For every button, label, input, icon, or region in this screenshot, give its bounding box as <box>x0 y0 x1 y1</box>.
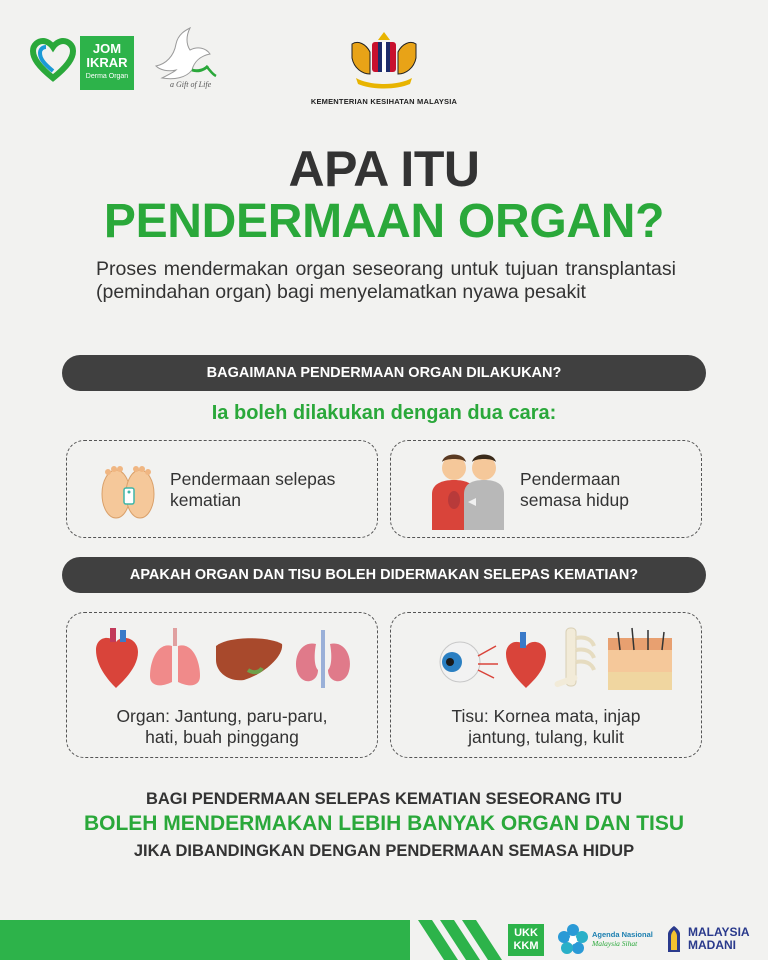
organs-illustration <box>88 626 358 692</box>
heart-valve-icon <box>506 632 546 688</box>
tissue-label-line2: jantung, tulang, kulit <box>468 727 624 747</box>
madani-hand-icon <box>664 924 684 954</box>
skin-icon <box>608 628 672 690</box>
organ-label-line2: hati, buah pinggang <box>145 727 299 747</box>
agenda-nasional-logo <box>592 930 653 948</box>
agenda-nasional-text: Agenda Nasional <box>592 930 653 939</box>
heart-icon <box>96 628 138 688</box>
derma-organ-text: Derma Organ <box>85 73 129 80</box>
jom-text: JOM <box>92 41 122 56</box>
living-donation-label-line2: semasa hidup <box>520 490 629 510</box>
living-donors-icon <box>424 450 512 530</box>
liver-icon <box>216 638 282 680</box>
madani-text: MADANI <box>688 938 736 952</box>
malaysia-coat-of-arms-icon <box>344 30 424 92</box>
agenda-flower-icon <box>556 922 590 956</box>
tissue-label-line1: Tisu: Kornea mata, injap <box>451 706 641 726</box>
page-title-line1: APA ITU <box>288 141 480 197</box>
deceased-donation-label <box>170 469 335 511</box>
deceased-donation-label-line2: kematian <box>170 490 242 510</box>
organ-label-line1: Organ: Jantung, paru-paru, <box>116 706 328 726</box>
ikrar-text: IKRAR <box>86 55 128 70</box>
conclusion-line2: BOLEH MENDERMAKAN LEBIH BANYAK ORGAN DAN TISU <box>83 812 685 835</box>
section1-subtitle: Ia boleh dilakukan dengan dua cara: <box>211 402 557 424</box>
gift-of-life-text: a Gift of Life <box>170 80 212 89</box>
deceased-donation-label-line1: Pendermaan selepas <box>170 469 336 489</box>
feet-with-tag-icon <box>96 458 160 520</box>
bones-icon <box>554 628 594 688</box>
conclusion-line3: JIKA DIBANDINGKAN DENGAN PENDERMAAN SEMASA HIDUP <box>133 842 635 860</box>
tissues-illustration <box>436 624 680 694</box>
kidneys-icon <box>296 630 350 688</box>
section2-heading: APAKAH ORGAN DAN TISU BOLEH DIDERMAKAN SELEPAS KEMATIAN? <box>62 557 706 593</box>
jom-ikrar-logo <box>80 36 134 90</box>
ukk-text: UKK <box>514 927 538 939</box>
conclusion-line1: BAGI PENDERMAAN SELEPAS KEMATIAN SESEORANG ITU <box>145 790 623 808</box>
malaysia-text: MALAYSIA <box>688 925 750 939</box>
living-donation-label <box>520 469 629 511</box>
lungs-icon <box>150 628 200 685</box>
malaysia-madani-logo <box>688 926 750 952</box>
malaysia-sihat-text: Malaysia Sihat <box>592 939 638 948</box>
ministry-name: KEMENTERIAN KESIHATAN MALAYSIA <box>310 97 458 106</box>
page-title-line2: PENDERMAAN ORGAN? <box>103 195 665 248</box>
organ-label <box>66 706 378 748</box>
intro-paragraph: Proses mendermakan organ seseorang untuk tujuan transplantasi (pemindahan organ) bagi menyelamatkan nyawa pesakit <box>96 258 676 303</box>
section1-heading: BAGAIMANA PENDERMAAN ORGAN DILAKUKAN? <box>62 355 706 391</box>
living-donation-label-line1: Pendermaan <box>520 469 621 489</box>
heart-logo-icon <box>30 38 76 84</box>
eye-icon <box>440 642 498 682</box>
kkm-text: KKM <box>513 940 539 952</box>
tissue-label <box>390 706 702 748</box>
ukk-kkm-logo <box>508 924 544 956</box>
